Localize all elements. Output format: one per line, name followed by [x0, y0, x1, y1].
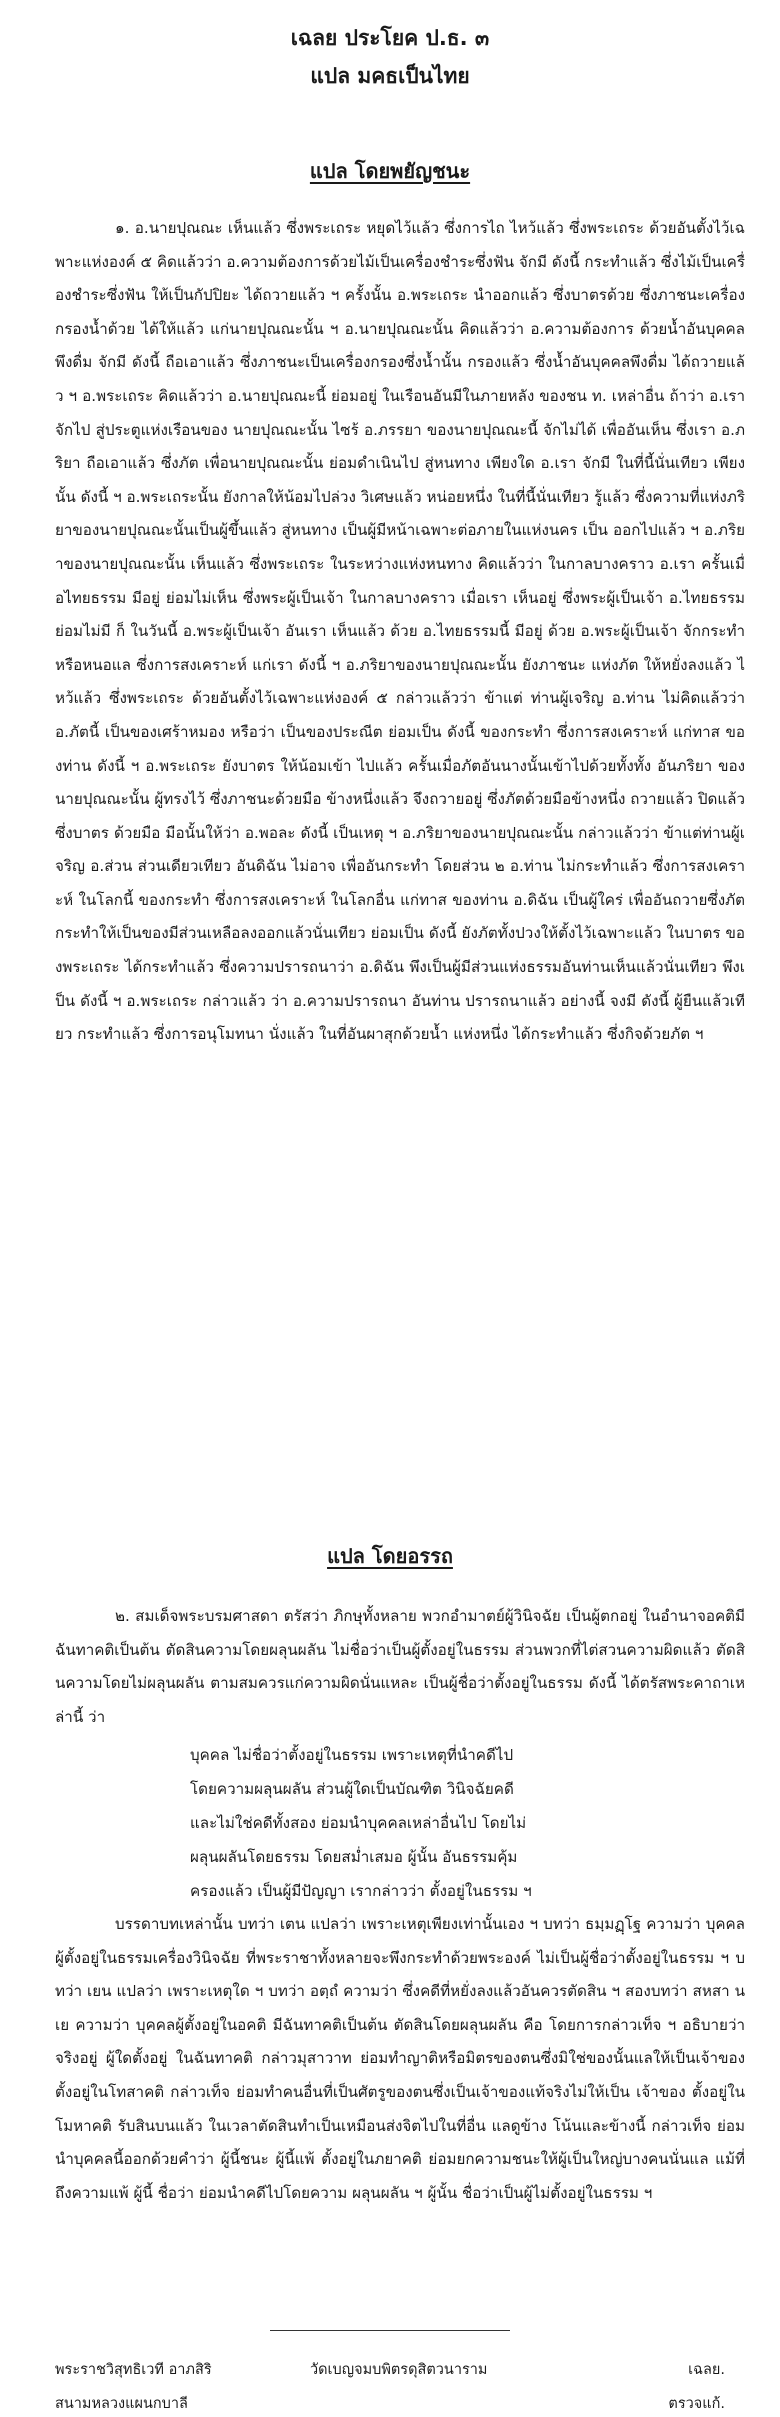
section-heading-meaning-text: แปล โดยอรรถ	[327, 1544, 453, 1568]
section-heading-meaning	[0, 1540, 780, 1572]
footer-divider	[270, 2330, 510, 2331]
page-subtitle: แปล มคธเป็นไทย	[310, 64, 470, 88]
verse-line: ครองแล้ว เป็นผู้มีปัญญา เรากล่าวว่า ตั้งอยู่ในธรรม ฯ	[190, 1882, 532, 1900]
explanation-paragraph: บรรดาบทเหล่านั้น บทว่า เตน แปลว่า เพราะเหตุเพียงเท่านั้นเอง ฯ บทว่า ธมฺมฏฺโฐ ความว่า บุคคลผู้ตั้งอยู่ในธรรมเครื่องวินิจฉัย ที่พระราชาทั้งหลายจะพึงกระทำด้วยพระองค์ ไม่เป็นผู้ชื่อว่าตั้งอยู่ในธรรม ฯ บทว่า เยน แปลว่า เพราะเหตุใด ฯ บทว่า อตฺถํ ความว่า ซึ่งคดีที่หยั่งลงแล้วอันควรตัดสิน ฯ สองบทว่า สหสา นเย ความว่า บุคคลผู้ตั้งอยู่ในอคติ มีฉันทาคติเป็นต้น ตัดสินโดยผลุนผลัน คือ โดยการกล่าวเท็จ ฯ อธิบายว่า จริงอยู่ ผู้ใดตั้งอยู่ ในฉันทาคติ กล่าวมุสาวาท ย่อมทำญาติหรือมิตรของตนซึ่งมิใช่ของนั้นแลให้เป็นเจ้าของ ตั้งอยู่ในโทสาคติ กล่าวเท็จ ย่อมทำคนอื่นที่เป็นศัตรูของตนซึ่งเป็นเจ้าของแท้จริงไม่ให้เป็น เจ้าของ ตั้งอยู่ในโมหาคติ รับสินบนแล้ว ในเวลาตัดสินทำเป็นเหมือนส่งจิตไปในที่อื่น แลดูข้าง โน้นและข้างนี้ กล่าวเท็จ ย่อมนำบุคคลนี้ออกด้วยคำว่า ผู้นี้ชนะ ผู้นี้แพ้ ตั้งอยู่ในภยาคติ ย่อมยกความชนะให้ผู้เป็นใหญ่บางคนนั่นแล แม้ที่ถึงความแพ้ ผู้นี้ ชื่อว่า ย่อมนำคดีไปโดยความ ผลุนผลัน ฯ ผู้นั้น ชื่อว่าเป็นผู้ไม่ตั้งอยู่ในธรรม ฯ	[55, 1915, 745, 2202]
verse-line: และไม่ใช่คดีทั้งสอง ย่อมนำบุคคลเหล่าอื่นไป โดยไม่	[190, 1814, 527, 1832]
footer-author: พระราชวิสุทธิเวที อาภสิริ	[55, 2362, 212, 2378]
footer-temple: วัดเบญจมบพิตรดุสิตวนาราม	[310, 2362, 488, 2378]
footer-role-review: ตรวจแก้.	[668, 2396, 725, 2412]
verse-block	[190, 1738, 750, 1908]
literal-translation-paragraph: ๑. อ.นายปุณณะ เห็นแล้ว ซึ่งพระเถระ หยุดไว้แล้ว ซึ่งการไถ ไหว้แล้ว ซึ่งพระเถระ ด้วยอันตั้งไว้เฉพาะแห่งองค์ ๕ คิดแล้วว่า อ.ความต้องการด้วยไม้เป็นเครื่องชำระซึ่งฟัน จักมี ดังนี้ กระทำแล้ว ซึ่งไม้เป็นเครื่องชำระซึ่งฟัน ให้เป็นกัปปิยะ ได้ถวายแล้ว ฯ ครั้งนั้น อ.พระเถระ นำออกแล้ว ซึ่งบาตรด้วย ซึ่งภาชนะเครื่องกรองน้ำด้วย ได้ให้แล้ว แก่นายปุณณะนั้น ฯ อ.นายปุณณะนั้น คิดแล้วว่า อ.ความต้องการ ด้วยน้ำอันบุคคลพึงดื่ม จักมี ดังนี้ ถือเอาแล้ว ซึ่งภาชนะเป็นเครื่องกรองซึ่งน้ำนั้น กรองแล้ว ซึ่งน้ำอันบุคคลพึงดื่ม ได้ถวายแล้ว ฯ อ.พระเถระ คิดแล้วว่า อ.นายปุณณะนี้ ย่อมอยู่ ในเรือนอันมีในภายหลัง ของชน ท. เหล่าอื่น ถ้าว่า อ.เรา จักไป สู่ประตูแห่งเรือนของ นายปุณณะนั้น ไซร้ อ.ภรรยา ของนายปุณณะนี้ จักไม่ได้ เพื่ออันเห็น ซึ่งเรา อ.ภริยา ถือเอาแล้ว ซึ่งภัต เพื่อนายปุณณะนั้น ย่อมดำเนินไป สู่หนทาง เพียงใด อ.เรา จักมี ในที่นี้นั่นเทียว เพียงนั้น ดังนี้ ฯ อ.พระเถระนั้น ยังกาลให้น้อมไปล่วง วิเศษแล้ว หน่อยหนึ่ง ในที่นี้นั่นเทียว รู้แล้ว ซึ่งความที่แห่งภริยาของนายปุณณะนั้นเป็นผู้ขึ้นแล้ว สู่หนทาง เป็นผู้มีหน้าเฉพาะต่อภายในแห่งนคร เป็น ออกไปแล้ว ฯ อ.ภริยาของนายปุณณะนั้น เห็นแล้ว ซึ่งพระเถระ ในระหว่างแห่งหนทาง คิดแล้วว่า ในกาลบางคราว อ.เรา ครั้นเมื่อไทยธรรม มีอยู่ ย่อมไม่เห็น ซึ่งพระผู้เป็นเจ้า ในกาลบางคราว เมื่อเรา เห็นอยู่ ซึ่งพระผู้เป็นเจ้า อ.ไทยธรรม ย่อมไม่มี ก็ ในวันนี้ อ.พระผู้เป็นเจ้า อันเรา เห็นแล้ว ด้วย อ.ไทยธรรมนี้ มีอยู่ ด้วย อ.พระผู้เป็นเจ้า จักกระทำ หรือหนอแล ซึ่งการสงเคราะห์ แก่เรา ดังนี้ ฯ อ.ภริยาของนายปุณณะนั้น ยังภาชนะ แห่งภัต ให้หยั่งลงแล้ว ไหว้แล้ว ซึ่งพระเถระ ด้วยอันตั้งไว้เฉพาะแห่งองค์ ๕ กล่าวแล้วว่า ข้าแต่ ท่านผู้เจริญ อ.ท่าน ไม่คิดแล้วว่า อ.ภัตนี้ เป็นของเศร้าหมอง หรือว่า เป็นของประณีต ย่อมเป็น ดังนี้ ของกระทำ ซึ่งการสงเคราะห์ แก่ทาส ของท่าน ดังนี้ ฯ อ.พระเถระ ยังบาตร ให้น้อมเข้า ไปแล้ว ครั้นเมื่อภัตอันนางนั้นเข้าไปด้วยทั้งทั้ง อันภริยา ของนายปุณณะนั้น ผู้ทรงไว้ ซึ่งภาชนะด้วยมือ ข้างหนึ่งแล้ว จึงถวายอยู่ ซึ่งภัตด้วยมือข้างหนึ่ง ถวายแล้ว ปิดแล้วซึ่งบาตร ด้วยมือ มือนั้นให้ว่า อ.พอละ ดังนี้ เป็นเหตุ ฯ อ.ภริยาของนายปุณณะนั้น กล่าวแล้วว่า ข้าแต่ท่านผู้เจริญ อ.ส่วน ส่วนเดียวเทียว อันดิฉัน ไม่อาจ เพื่ออันกระทำ โดยส่วน ๒ อ.ท่าน ไม่กระทำแล้ว ซึ่งการสงเคราะห์ ในโลกนี้ ของกระทำ ซึ่งการสงเคราะห์ ในโลกอื่น แก่ทาส ของท่าน อ.ดิฉัน เป็นผู้ใคร่ เพื่ออันถวายซึ่งภัต กระทำให้เป็นของมีส่วนเหลือลงออกแล้วนั่นเทียว ย่อมเป็น ดังนี้ ยังภัตทั้งปวงให้ตั้งไว้เฉพาะแล้ว ในบาตร ของพระเถระ ได้กระทำแล้ว ซึ่งความปรารถนาว่า อ.ดิฉัน พึงเป็นผู้มีส่วนแห่งธรรมอันท่านเห็นแล้วนั่นเทียว พึงเป็น ดังนี้ ฯ อ.พระเถระ กล่าวแล้ว ว่า อ.ความปรารถนา อันท่าน ปรารถนาแล้ว อย่างนี้ จงมี ดังนี้ ผู้ยืนแล้วเทียว กระทำแล้ว ซึ่งการอนุโมทนา นั่งแล้ว ในที่อันผาสุกด้วยน้ำ แห่งหนึ่ง ได้กระทำแล้ว ซึ่งกิจด้วยภัต ฯ	[55, 219, 745, 1044]
footer-role-answer: เฉลย.	[688, 2362, 725, 2378]
meaning-translation-paragraph: ๒. สมเด็จพระบรมศาสดา ตรัสว่า ภิกษุทั้งหลาย พวกอำมาตย์ผู้วินิจฉัย เป็นผู้ตกอยู่ ในอำนาจอคติมีฉันทาคติเป็นต้น ตัดสินความโดยผลุนผลัน ไม่ชื่อว่าเป็นผู้ตั้งอยู่ในธรรม ส่วนพวกที่ไต่สวนความผิดแล้ว ตัดสินความโดยไม่ผลุนผลัน ตามสมควรแก่ความผิดนั่นแหละ เป็นผู้ชื่อว่าตั้งอยู่ในธรรม ดังนี้ ได้ตรัสพระคาถาเหล่านี้ ว่า	[55, 1607, 745, 1726]
verse-line: ผลุนผลันโดยธรรม โดยสม่ำเสมอ ผู้นั้น อันธรรมคุ้ม	[190, 1848, 518, 1866]
section-heading-literal	[0, 155, 780, 187]
page-title: เฉลย ประโยค ป.ธ. ๓	[290, 26, 490, 50]
verse-line: โดยความผลุนผลัน ส่วนผู้ใดเป็นบัณฑิต วินิจฉัยคดี	[190, 1780, 514, 1798]
verse-line: บุคคล ไม่ชื่อว่าตั้งอยู่ในธรรม เพราะเหตุที่นำคดีไป	[190, 1746, 514, 1764]
footer-board: สนามหลวงแผนกบาลี	[55, 2396, 188, 2412]
section-heading-literal-text: แปล โดยพยัญชนะ	[309, 159, 471, 183]
